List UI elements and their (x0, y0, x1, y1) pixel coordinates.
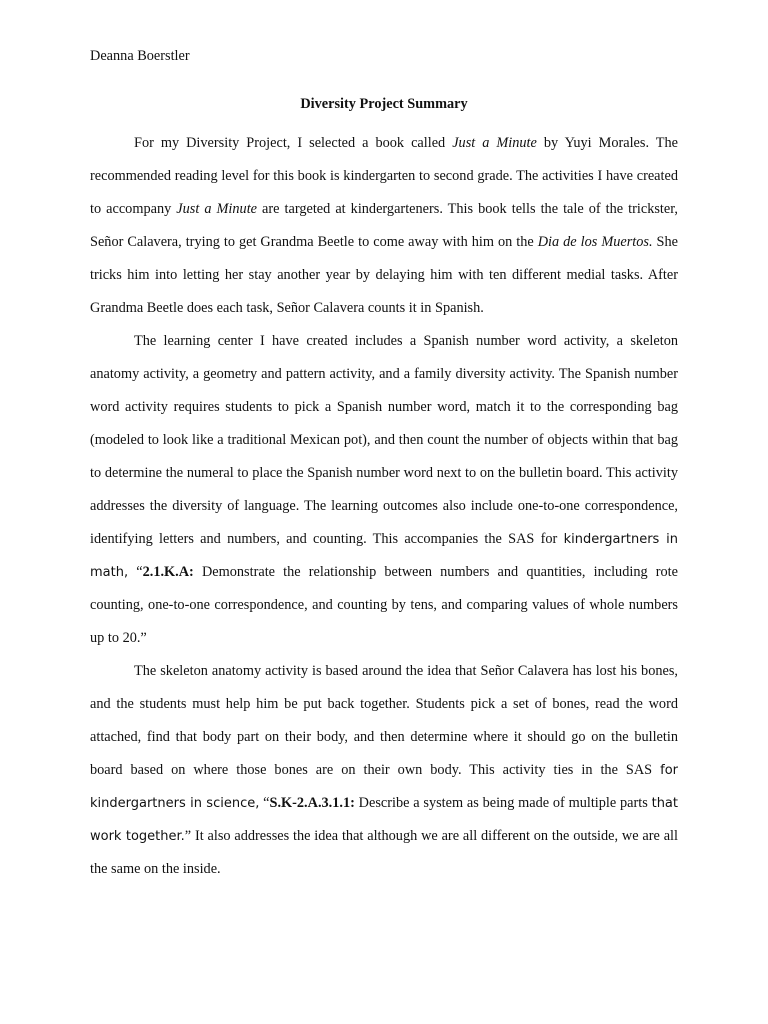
text-run-sans: that work together. (90, 796, 678, 844)
text-run-sans: for kindergartners in science, (90, 763, 678, 811)
text-run: “ (128, 564, 143, 580)
text-run-sans: kindergartners in math, (90, 532, 678, 580)
text-run: Demonstrate the relationship between numbers and quantities, including rote counting, one-to-one correspondence, and counting by tens, and comparing values of whole numbers up to 20.” (90, 564, 678, 646)
text-run: ” It also addresses the idea that although we are all different on the outside, we are all the same on the inside. (90, 828, 679, 877)
text-run: “ (259, 795, 270, 811)
paragraph-learning-center (90, 325, 678, 655)
text-run: by Yuyi Morales. The recommended reading level for this book is kindergarten to second grade. The activities I have created to accompany (90, 135, 679, 217)
holiday-name: Dia de los Muertos. (537, 234, 653, 250)
text-run: She tricks him into letting her stay another year by delaying him with ten different medial tasks. After Grandma Beetle does each task, Señor Calavera counts it in Spanish. (90, 234, 678, 316)
standard-code: 2.1.K.A: (142, 564, 194, 580)
text-run: For my Diversity Project, I selected a book called (134, 135, 453, 151)
text-run: The skeleton anatomy activity is based around the idea that Señor Calavera has lost his bones, and the students must help him be put back together. Students pick a set of bones, read the word attached, find that body part on their body, and then determine where it should go on the bulletin board based on where those bones are on their own body. This activity ties in the SAS (90, 663, 678, 778)
text-run: are targeted at kindergarteners. This book tells the tale of the trickster, Señor Calavera, trying to get Grandma Beetle to come away with him on the (90, 201, 679, 250)
standard-code: S.K-2.A.3.1.1: (269, 795, 355, 811)
text-run: The learning center I have created includes a Spanish number word activity, a skeleton anatomy activity, a geometry and pattern activity, and a family diversity activity. The Spanish number word activity requires students to pick a Spanish number word, match it to the corresponding bag (modeled to look like a traditional Mexican pot), and then count the number of objects within that bag to determine the numeral to place the Spanish number word next to on the bulletin board. This activity addresses the diversity of language. The learning outcomes also include one-to-one correspondence, identifying letters and numbers, and counting. This accompanies the SAS for (90, 333, 678, 547)
document-title: Diversity Project Summary (300, 96, 468, 112)
document-page (90, 46, 678, 886)
author-name: Deanna Boerstler (90, 48, 190, 64)
paragraph-skeleton-activity (90, 655, 678, 886)
book-title: Just a Minute (176, 201, 258, 217)
paragraph-introduction (90, 127, 678, 325)
text-run: Describe a system as being made of multiple parts (354, 795, 652, 811)
book-title: Just a Minute (452, 135, 537, 151)
